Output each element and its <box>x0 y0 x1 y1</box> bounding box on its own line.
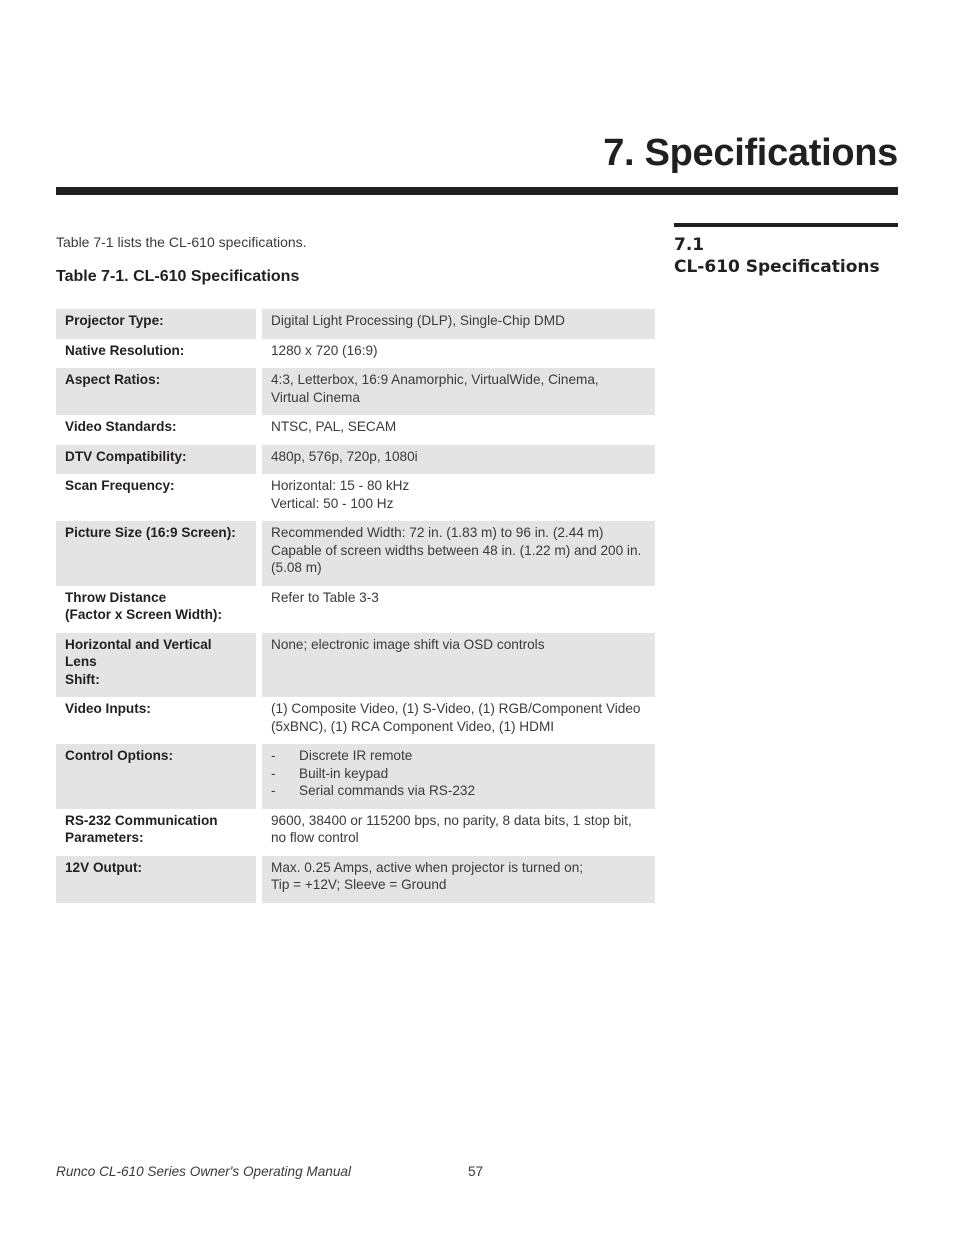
spec-value <box>262 339 655 369</box>
spec-value <box>262 521 655 586</box>
spec-value-line: Refer to Table 3-3 <box>271 589 379 605</box>
spec-label <box>56 445 256 475</box>
spec-value-line: Recommended Width: 72 in. (1.83 m) to 96 in. (2.44 m) <box>271 525 604 540</box>
spec-value <box>262 744 655 809</box>
spec-value <box>262 415 655 445</box>
bullet-text: Discrete IR remote <box>299 748 413 763</box>
table-row <box>56 856 655 903</box>
chapter-title: 7. Specifications <box>603 132 898 174</box>
spec-label-line: Aspect Ratios: <box>65 372 161 387</box>
spec-label-line: Scan Frequency: <box>65 478 175 493</box>
section-heading <box>674 234 880 278</box>
spec-value-line: 480p, 576p, 720p, 1080i <box>271 448 418 464</box>
spec-label-line: Picture Size (16:9 Screen): <box>65 525 236 540</box>
table-row <box>56 445 655 475</box>
bullet-marker: - <box>271 765 276 781</box>
footer-page-number: 57 <box>468 1164 484 1179</box>
spec-value <box>262 856 655 903</box>
spec-value-line: 1280 x 720 (16:9) <box>271 342 378 358</box>
bullet-item <box>271 765 646 783</box>
spec-value-line: Virtual Cinema <box>271 389 360 405</box>
bullet-item <box>271 747 646 765</box>
intro-text: Table 7-1 lists the CL-610 specifications. <box>56 234 307 250</box>
spec-value-line: NTSC, PAL, SECAM <box>271 419 397 434</box>
spec-value <box>262 309 655 339</box>
spec-label <box>56 697 256 744</box>
table-row <box>56 633 655 698</box>
table-row <box>56 415 655 445</box>
spec-label <box>56 474 256 521</box>
spec-label-line: Horizontal and Vertical Lens <box>65 636 212 669</box>
bullet-text: Built-in keypad <box>299 765 389 781</box>
spec-value-line: Vertical: 50 - 100 Hz <box>271 495 394 511</box>
section-rule <box>674 223 898 227</box>
spec-label-line: (Factor x Screen Width): <box>65 607 222 622</box>
table-row <box>56 744 655 809</box>
spec-value <box>262 586 655 633</box>
spec-value <box>262 633 655 698</box>
chapter-rule <box>56 187 898 195</box>
spec-label-line: DTV Compatibility: <box>65 448 187 464</box>
spec-value-line: no flow control <box>271 830 359 845</box>
table-caption: Table 7-1. CL-610 Specifications <box>56 268 300 285</box>
spec-value-line: 9600, 38400 or 115200 bps, no parity, 8 data bits, 1 stop bit, <box>271 812 632 828</box>
table-row <box>56 697 655 744</box>
table-row <box>56 368 655 415</box>
spec-label-line: Shift: <box>65 671 100 687</box>
spec-label <box>56 339 256 369</box>
spec-value-line: None; electronic image shift via OSD controls <box>271 636 545 652</box>
spec-label <box>56 415 256 445</box>
table-row <box>56 474 655 521</box>
spec-value <box>262 697 655 744</box>
spec-label-line: Control Options: <box>65 748 173 763</box>
bullet-item <box>271 782 646 800</box>
spec-value-line: 4:3, Letterbox, 16:9 Anamorphic, VirtualWide, Cinema, <box>271 372 599 387</box>
spec-value-line: Tip = +12V; Sleeve = Ground <box>271 877 447 892</box>
section-title: CL-610 Specifications <box>674 257 880 277</box>
spec-label-line: RS-232 Communication <box>65 812 218 828</box>
spec-label <box>56 856 256 903</box>
spec-value-line: Max. 0.25 Amps, active when projector is turned on; <box>271 859 584 875</box>
table-row <box>56 339 655 369</box>
table-row <box>56 521 655 586</box>
spec-label <box>56 744 256 809</box>
spec-value-line: (1) Composite Video, (1) S-Video, (1) RGB/Component Video <box>271 701 641 716</box>
bullet-marker: - <box>271 783 276 798</box>
spec-value-line: Horizontal: 15 - 80 kHz <box>271 478 410 493</box>
spec-label <box>56 521 256 586</box>
spec-label-line: Projector Type: <box>65 313 164 328</box>
spec-label <box>56 633 256 698</box>
spec-label <box>56 586 256 633</box>
table-row <box>56 309 655 339</box>
spec-label-line: Video Inputs: <box>65 701 151 716</box>
bullet-marker: - <box>271 748 276 763</box>
spec-value <box>262 809 655 856</box>
section-number: 7.1 <box>674 235 705 255</box>
spec-value <box>262 474 655 521</box>
spec-label-line: Native Resolution: <box>65 342 185 358</box>
spec-value <box>262 445 655 475</box>
spec-label-line: Throw Distance <box>65 589 167 605</box>
spec-label-line: 12V Output: <box>65 859 143 875</box>
spec-value <box>262 368 655 415</box>
spec-value-line: Capable of screen widths between 48 in. (1.22 m) and 200 in. <box>271 542 642 558</box>
spec-label-line: Video Standards: <box>65 419 177 434</box>
spec-table <box>56 309 655 903</box>
table-row <box>56 586 655 633</box>
spec-label <box>56 368 256 415</box>
footer-manual-title: Runco CL-610 Series Owner's Operating Manual <box>56 1164 352 1179</box>
table-row <box>56 809 655 856</box>
spec-value-line: (5.08 m) <box>271 560 322 575</box>
spec-value-line: (5xBNC), (1) RCA Component Video, (1) HDMI <box>271 718 555 734</box>
spec-label <box>56 309 256 339</box>
spec-value-line: Digital Light Processing (DLP), Single-Chip DMD <box>271 313 565 328</box>
spec-label <box>56 809 256 856</box>
spec-label-line: Parameters: <box>65 830 144 845</box>
bullet-text: Serial commands via RS-232 <box>299 783 476 798</box>
